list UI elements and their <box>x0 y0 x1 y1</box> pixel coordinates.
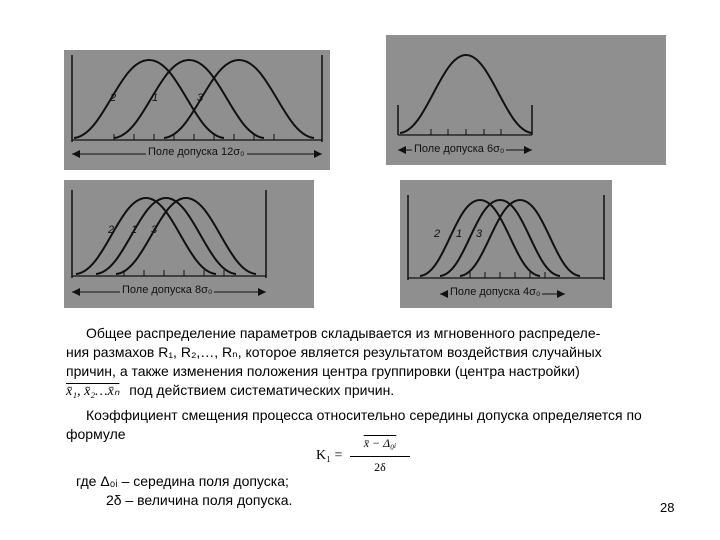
tolerance-field-label: Поле допуска 6σ₀ <box>414 143 505 155</box>
paragraph-2-line-1: Коэффициент смещения процесса относительно середины допуска определяется по <box>86 407 642 423</box>
distribution-panel-8-sigma <box>64 180 314 308</box>
paragraph-1-line-3: причин, а также изменения положения центра группировки (центра настройки) <box>66 363 580 379</box>
distribution-panel-6-sigma <box>386 35 666 165</box>
paragraph-1-line-4 <box>66 381 394 401</box>
center-positions-vars: x̄₁, x̄₂…x̄ₙ <box>66 384 120 399</box>
tolerance-field-label: Поле допуска 4σ₀ <box>450 286 541 298</box>
curve-label-1: 1 <box>456 228 463 240</box>
curve-label-3: 3 <box>197 92 204 104</box>
paragraph-1-line-4-rest: под действием систематических причин. <box>129 382 395 398</box>
curve-label-2: 2 <box>108 224 115 236</box>
paragraph-1-line-1: Общее распределение параметров складывается из мгновенного распределе- <box>86 325 601 341</box>
where-line-1: где Δ₀ᵢ – середина поля допуска; <box>76 473 289 489</box>
formula-lhs: K₁ = <box>316 448 343 463</box>
tolerance-field-label: Поле допуска 12σ₀ <box>148 146 245 158</box>
curve-label-1: 1 <box>152 92 159 104</box>
paragraph-1-line-2: ния размахов R₁, R₂,…, Rₙ, которое является результатом воздействия случайных <box>66 344 602 360</box>
curve-label-2: 2 <box>434 228 441 240</box>
where-line-2: 2δ – величина поля допуска. <box>106 492 293 508</box>
curve-label-3: 3 <box>151 224 158 236</box>
formula-numerator-text: x̄ − Δ₀ᵢ <box>363 436 397 450</box>
distribution-panel-4-sigma <box>400 180 612 308</box>
formula-numerator <box>350 436 410 451</box>
curve-label-1: 1 <box>131 224 138 236</box>
distribution-panel-12-sigma <box>64 50 330 170</box>
page-number: 28 <box>660 500 675 515</box>
paragraph-2-line-2: формуле <box>66 426 126 442</box>
formula-denominator: 2δ <box>374 460 386 474</box>
curve-label-3: 3 <box>476 228 483 240</box>
formula-fraction-bar <box>350 456 410 457</box>
curve-label-2: 2 <box>110 92 117 104</box>
tolerance-field-label: Поле допуска 8σ₀ <box>122 284 213 296</box>
